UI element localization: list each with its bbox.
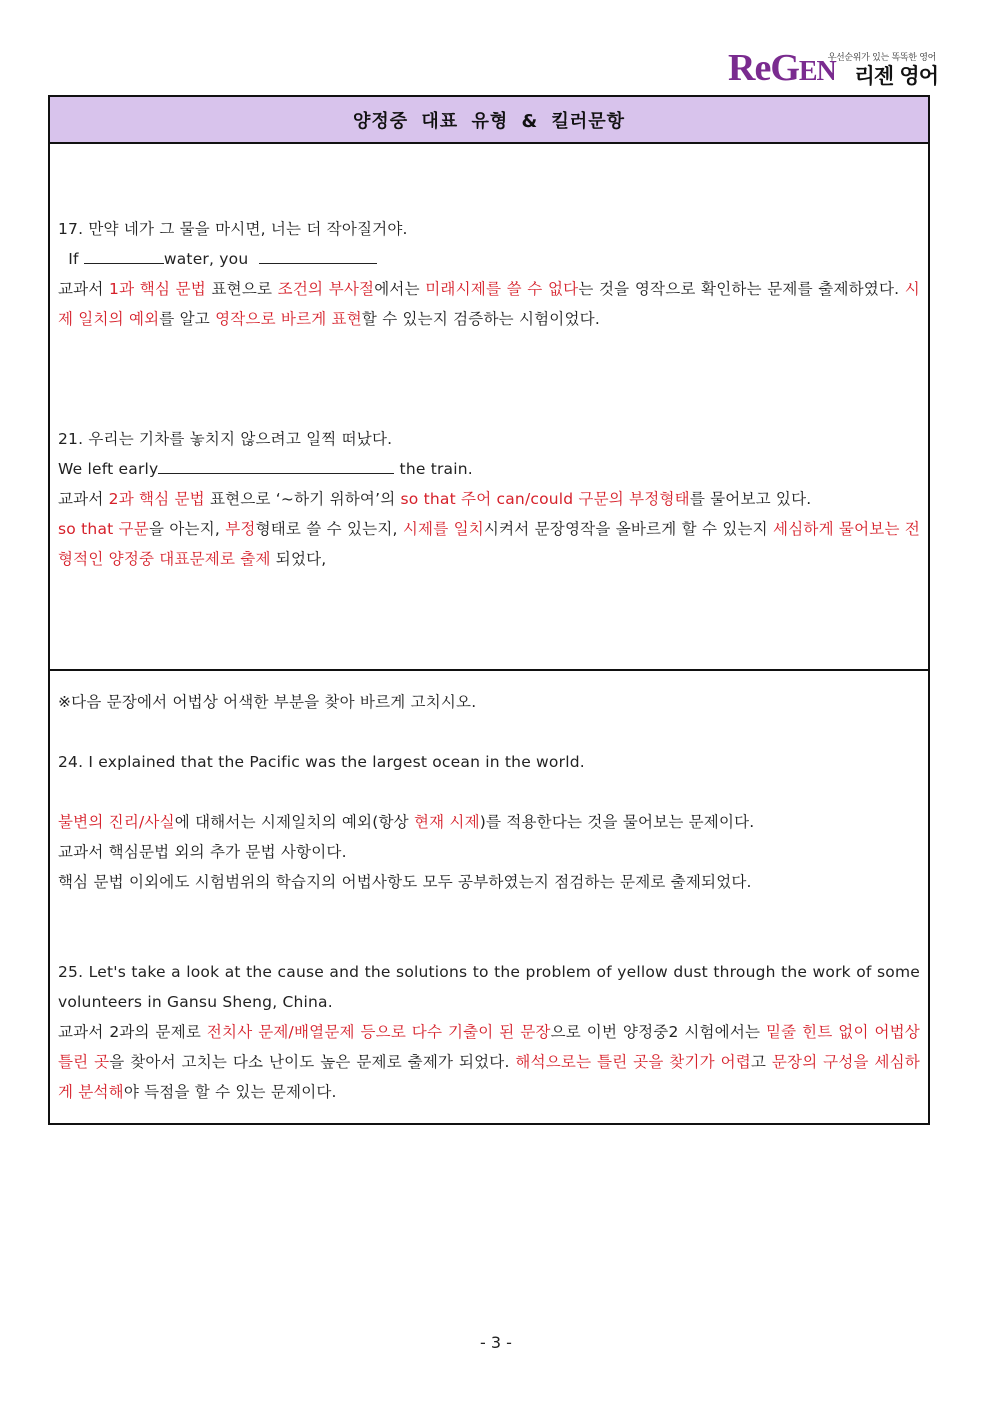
q24-explanation-2: 교과서 핵심문법 외의 추가 문법 사항이다. (58, 843, 347, 861)
section-writing (50, 144, 928, 671)
text: )를 적용한다는 것을 물어보는 문제이다. (479, 813, 755, 831)
highlight: 2과 핵심 문법 (108, 490, 205, 508)
page-number: - 3 - (480, 1333, 512, 1352)
q17-mid: water, you (163, 250, 249, 268)
section-grammar (50, 671, 928, 1123)
highlight: 현재 시제 (413, 813, 480, 831)
brand-logo (728, 46, 938, 90)
text: 교과서 (58, 280, 110, 298)
q17-explanation (58, 274, 920, 334)
text: 에서는 (374, 280, 426, 298)
highlight: so that 주어 can/could 구문의 부정형태 (400, 490, 690, 508)
text: 고 (750, 1053, 772, 1071)
highlight: 문장의 구성을 세심하게 분석해 (58, 1053, 920, 1101)
text: 교과서 2과의 문제로 (58, 1023, 207, 1041)
text: 으로 이번 양정중2 시험에서는 (550, 1023, 766, 1041)
logo-korean: 리젠 영어 (854, 64, 938, 88)
highlight: 미래시제를 쓸 수 없다 (425, 280, 579, 298)
highlight: 해석으로는 틀린 곳을 찾기가 어렵 (515, 1053, 751, 1071)
text: 시켜서 문장영작을 올바르게 할 수 있는지 (483, 520, 774, 538)
text: 를 알고 (159, 310, 216, 328)
spacer (58, 334, 920, 424)
highlight: 부정 (225, 520, 256, 538)
q25-explanation (58, 1017, 920, 1107)
spacer (58, 777, 920, 807)
q17-answer-line (58, 244, 920, 274)
highlight: 세심하게 물어보는 전형적인 양정중 대표문제로 출제 (58, 520, 920, 568)
q24-question: 24. I explained that the Pacific was the largest ocean in the world. (58, 753, 585, 771)
q21-question: 21. 우리는 기차를 놓치지 않으려고 일찍 떠났다. (58, 430, 393, 448)
instruction: ※다음 문장에서 어법상 어색한 부분을 찾아 바르게 고치시오. (58, 693, 477, 711)
q21-answer-line (58, 454, 920, 484)
highlight: 시제를 일치 (402, 520, 484, 538)
text: 할 수 있는지 검증하는 시험이었다. (361, 310, 600, 328)
logo-re: Re (728, 47, 771, 89)
logo-en: EN (798, 56, 836, 87)
q21-explanation-1 (58, 484, 920, 514)
q21-start: We left early (58, 460, 159, 478)
highlight: 전치사 문제/배열문제 등으로 다수 기출이 된 문장 (206, 1023, 551, 1041)
q17-blank-2 (259, 245, 377, 264)
text: 을 찾아서 고치는 다소 난이도 높은 문제로 출제가 되었다. (109, 1053, 516, 1071)
highlight: 시제 일치의 예외 (58, 280, 920, 328)
logo-tagline: 우선순위가 있는 똑똑한 영어 (827, 53, 936, 63)
highlight: 조건의 부사절 (277, 280, 375, 298)
highlight: so that 구문 (58, 520, 149, 538)
content-table (48, 95, 930, 1125)
text: 에 대해서는 시제일치의 예외(항상 (174, 813, 414, 831)
highlight: 밑줄 힌트 없이 어법상 틀린 곳 (58, 1023, 920, 1071)
text: 야 득점을 할 수 있는 문제이다. (123, 1083, 337, 1101)
table-title: 양정중 대표 유형 & 킬러문항 (50, 97, 928, 144)
highlight: 불변의 진리/사실 (58, 813, 175, 831)
text: 표현으로 ‘~하기 위하여’의 (204, 490, 401, 508)
spacer (58, 717, 920, 747)
text: 를 물어보고 있다. (689, 490, 812, 508)
q24-explanation-1 (58, 807, 920, 837)
text: 을 아는지, (148, 520, 226, 538)
q17-question: 17. 만약 네가 그 물을 마시면, 너는 더 작아질거야. (58, 220, 408, 238)
q21-end: the train. (399, 460, 473, 478)
text: 교과서 (58, 490, 109, 508)
q25-question: 25. Let's take a look at the cause and the solutions to the problem of yellow dust through the work of some volunteers in Gansu Sheng, China. (58, 963, 920, 1011)
q21-blank (158, 455, 394, 474)
text: 형태로 쓸 수 있는지, (255, 520, 403, 538)
highlight: 영작으로 바르게 표현 (215, 310, 362, 328)
q24-explanation-3: 핵심 문법 이외에도 시험범위의 학습지의 어법사항도 모두 공부하였는지 점검하는 문제로 출제되었다. (58, 873, 752, 891)
text: 되었다, (270, 550, 327, 568)
spacer (58, 897, 920, 957)
highlight: 1과 핵심 문법 (109, 280, 206, 298)
logo-g: G (770, 47, 799, 89)
text: 표현으로 (205, 280, 278, 298)
q17-blank-1 (84, 245, 164, 264)
logo-mark (728, 48, 836, 92)
q17-if: If (68, 250, 79, 268)
q21-explanation-2 (58, 514, 920, 574)
text: 는 것을 영작으로 확인하는 문제를 출제하였다. (578, 280, 905, 298)
